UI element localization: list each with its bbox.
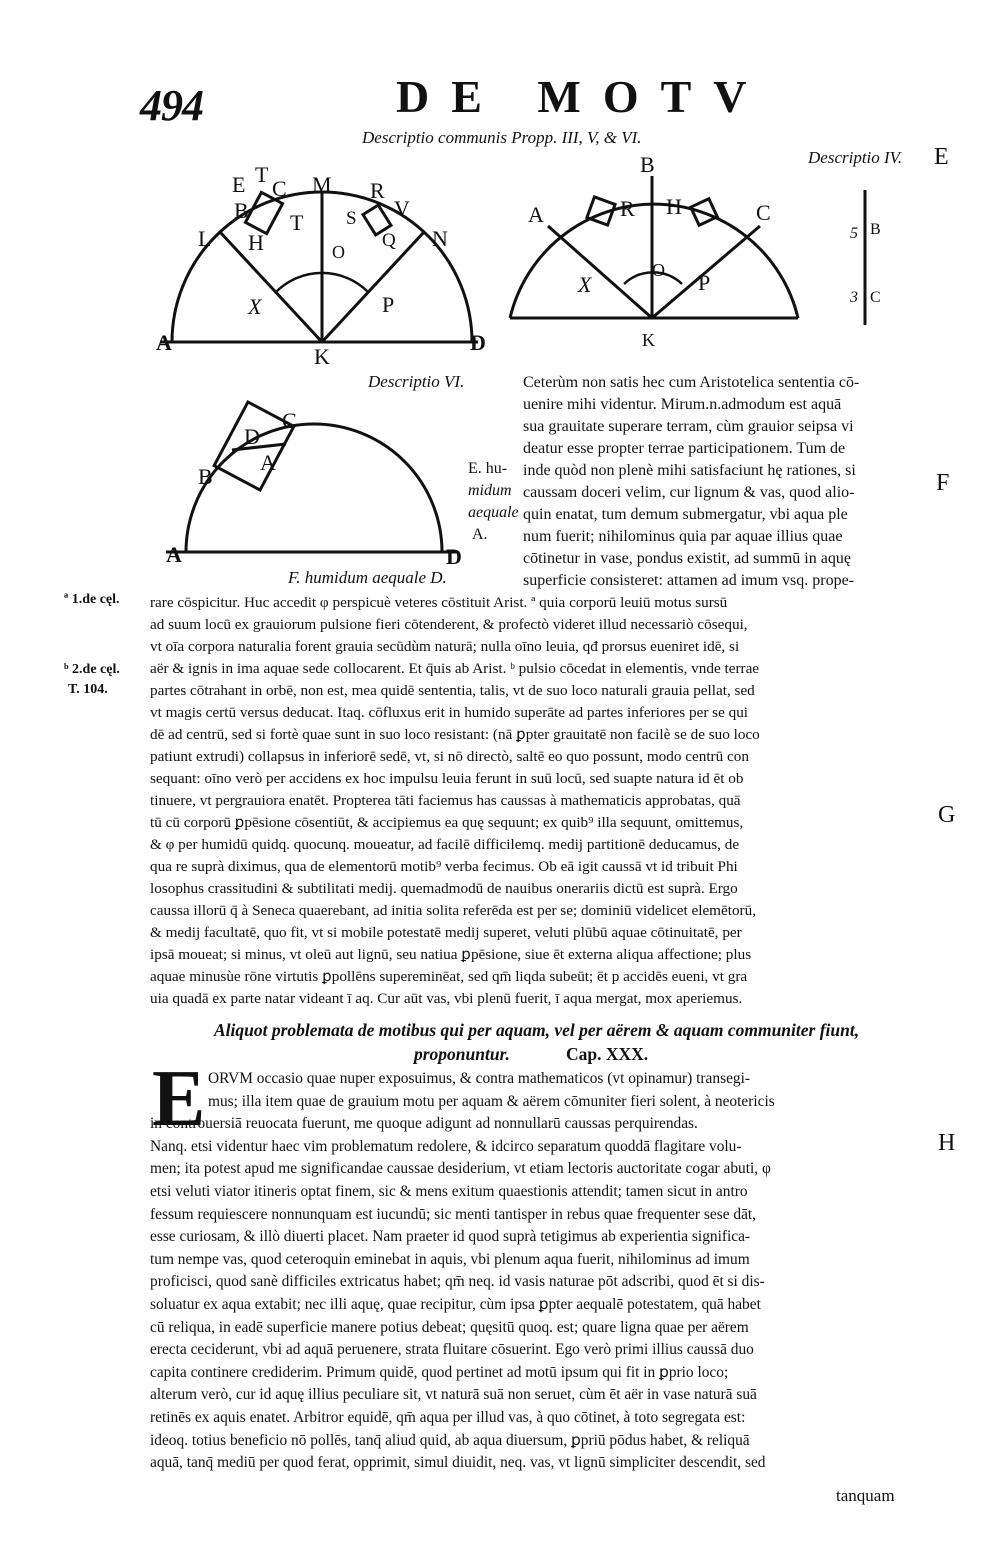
text-line: alterum verò, cur id aquę illius peculiare sit, vt naturā suā non seruet, cùm ēt aër in vase naturā suā: [150, 1386, 757, 1404]
label-V: V: [394, 196, 410, 221]
label-D-box: D: [244, 424, 260, 449]
figure-caption-right: Descriptio IV.: [808, 148, 903, 167]
text-line: partes cōtrahant in orbē, non est, mea quidē sententia, talis, vt de suo loco naturali grauia pellat, sed: [150, 682, 755, 699]
label-L: L: [198, 226, 212, 251]
marginal-note-b: ᵇ 2.de cęl.: [64, 662, 120, 677]
text-line: sequant: oīno verò per accidens ex hoc impulsu leuia ferunt in suū locū, sed suapte natura id ēt ob: [150, 770, 744, 787]
label-B: B: [870, 221, 881, 238]
text-line: patiunt extrudi) collapsus in inferiorē sedē, vt, si nō directò, saltē eo quo possunt, modo centrū con: [150, 748, 749, 765]
page-number: 494: [140, 81, 203, 130]
text-line: rare cōspicitur. Huc accedit φ perspicuè veteres cōstituit Arist. ª quia corporū leuiū motus sursū: [150, 594, 728, 611]
text-line: mus; illa item quae de grauium motu per aquam & aërem cōmuniter fieri solent, à neotericis: [208, 1092, 775, 1110]
label-A: A: [156, 330, 172, 355]
text-line: aquā, tanq̄ mediū per quod ferat, opprimit, simul diuidit, neq. vas, vt lignū simpliciter descendit, sed: [150, 1454, 766, 1472]
text-line: ORVM occasio quae nuper exposuimus, & contra mathematicos (vt opinamur) transegi-: [208, 1070, 751, 1087]
text-line: men; ita potest apud me significandae caussae desiderium, vt etiam lectoris auctoritate cogar abuti, φ: [150, 1160, 771, 1178]
margin-letter-F: F: [936, 470, 950, 496]
marginal-note-a: ª 1.de cęl.: [64, 592, 120, 607]
text-line: superficie consisteret: attamen ad imum vsq. prope-: [523, 572, 855, 589]
figure-caption-main: Descriptio communis Propp. III, V, & VI.: [362, 128, 642, 147]
side-label-1: E. hu-: [468, 460, 508, 477]
text-line: cū reliqua, in eadē superficie manere potius debeat; quęsitū quoq. est; quare ligna quae per aërem: [150, 1318, 749, 1336]
text-line: fessum requiescere nonnunquam est iucundū; sic menti tantisper in rebus quae frequenter sese dāt,: [150, 1205, 757, 1223]
text-line: soluatur ex aqua extabit; nec illi aquę, quae recipitur, cùm ipsa ꝑpter aequalē potestatem, quā habet: [150, 1295, 761, 1313]
label-M: M: [312, 172, 332, 197]
label-D: D: [446, 544, 462, 569]
label-H: H: [248, 230, 264, 255]
label-A: A: [528, 202, 544, 227]
label-A-box: A: [260, 450, 276, 475]
label-X: X: [578, 272, 592, 297]
text-line: caussam doceri velim, cur lignum & vas, quod alio-: [523, 484, 855, 501]
label-C: C: [282, 408, 297, 433]
radius-left: [548, 226, 652, 318]
figure-vertical-line: [840, 185, 890, 330]
text-line: qua re suprà diximus, qua de elementorū motib⁹ verba fecimus. Ob eā igit caussā vt id tribuit Phi: [150, 858, 738, 875]
label-T: T: [290, 210, 304, 235]
text-line: Ceterùm non satis hec cum Aristotelica sententia cō-: [523, 374, 860, 391]
label-T-top: T: [255, 162, 269, 187]
text-line: sua grauitate superare terram, cùm grauior seipsa vi: [523, 418, 854, 435]
margin-letter-E: E: [934, 144, 949, 170]
side-label-3: aequale: [468, 504, 519, 521]
text-line: & medij facultatē, quo fit, vt si mobile potestatē medij superet, veluti plūbū aquae cōtinuitatē, per: [150, 924, 742, 941]
marginal-note-b-ref: T. 104.: [68, 682, 108, 697]
label-3: 3: [850, 289, 858, 306]
text-line: tum nempe vas, quod ceteroquin eminebat in aquis, vbi plenum aqua fuerit, nihilominus ad imum: [150, 1250, 750, 1268]
text-line: aër & ignis in ima aquae sede collocarent. Et q̄uis ab Arist. ᵇ pulsio cōcedat in elementis, vnde terrae: [150, 660, 760, 677]
text-line: esse curiosam, & illò diuerti placet. Nam praeter id quod suprà tetigimus ab experientia significa-: [150, 1228, 751, 1246]
text-line: dē ad centrū, sed si fortè quae sunt in suo loco resistant: (nā ꝑpter grauitatē non facilè se de suo loco: [150, 726, 760, 743]
text-line: deatur esse propter terrae participationem. Tum de: [523, 440, 846, 457]
text-line: cōtinetur in vase, pondus existit, ad summū in aquę: [523, 550, 851, 567]
text-line: caussa illorū q̄ à Seneca quaerebant, ad initia solita referēda est per se; dominiū videlicet elemētorū,: [150, 902, 756, 919]
figure-semicircle-2: [505, 150, 815, 355]
label-5: 5: [850, 225, 858, 242]
text-line: etsi veluti viator itineris optat finem, sic & mens exitum quaestionis attendit; tamen sicut in antro: [150, 1182, 748, 1200]
drop-cap: E: [152, 1055, 206, 1143]
text-line: ipsā moueat; si minus, vt oleū aut lignū, seu natiua ꝑpēsione, siue ēt externa aliqua affectione; plus: [150, 946, 752, 963]
radius-left: [220, 232, 322, 342]
chapter-paragraph: [150, 1055, 930, 1475]
text-line: losophus crassitudini & subtilitati medij. quemadmodū de nauibus onerariis dictū est suprà. Ergo: [150, 880, 738, 897]
label-R: R: [370, 178, 385, 203]
label-B: B: [234, 198, 249, 223]
main-paragraph: [150, 592, 930, 1010]
label-A: A: [166, 542, 182, 567]
label-E: E: [232, 172, 246, 197]
label-K: K: [642, 330, 655, 350]
running-title: DE MOTV: [396, 71, 769, 122]
figure4-bottom-caption: F. humidum aequale D.: [288, 568, 447, 587]
label-P: P: [382, 292, 395, 317]
figure-semicircle-4: [160, 392, 470, 570]
text-line: Nanq. etsi videntur haec vim problematum redolere, & idcirco separatum quoddā flagitare volu-: [150, 1137, 742, 1155]
text-line: uenire mihi videntur. Mirum.n.admodum est aquā: [523, 396, 842, 413]
text-line: capita continere crediderim. Primum quidē, quod pertinet ad motū ipsum qui fit in ꝑprio loco;: [150, 1363, 729, 1381]
margin-letter-G: G: [938, 802, 956, 828]
text-line: proficisci, quod sanè difficiles extricatus habet; qm̄ neq. id vasis naturae pōt adscribi, quod ēt si dis-: [150, 1273, 765, 1291]
margin-letter-H: H: [938, 1130, 956, 1156]
label-X: X: [248, 294, 262, 319]
label-R: R: [620, 196, 635, 221]
label-D: D: [470, 330, 486, 355]
label-C: C: [870, 289, 881, 306]
side-label-4: A.: [472, 526, 488, 543]
text-line: & φ per humidū quidq. quocunq. moueatur, ad facilē difficilemq. medij partitionē deducamus, de: [150, 836, 740, 853]
text-line: in controuersiā reuocata fuerunt, me quoque adigunt ad nonnullarū caussas perquirendas.: [150, 1115, 698, 1133]
chapter-title-line2: proponuntur.: [414, 1044, 510, 1064]
label-N: N: [432, 226, 448, 251]
label-B: B: [198, 464, 213, 489]
text-line: vt magis certū versus deducat. Itaq. cōfluxus erit in humido superāte ad partes inferiores per se qui: [150, 704, 749, 721]
text-line: vt oīa corpora naturalia forent grauia secūdùm naturā; nulla oīno leuia, qđ prorsus eueniret idē, si: [150, 638, 740, 655]
chapter-number: Cap. XXX.: [566, 1044, 649, 1064]
text-line: tū cū corporū ꝑpēsione cōsentiūt, & accipiemus ea quę sequunt; ex quib⁹ illa sequunt, omittemus,: [150, 814, 744, 831]
text-line: tinuere, vt pergrauiora enatēt. Propterea tāti faciemus has caussas à mathematicis approbatas, quā: [150, 792, 741, 809]
chapter-title-line1: Aliquot problemata de motibus qui per aquam, vel per aërem & aquam communiter fiunt,: [214, 1020, 860, 1040]
text-line: ad suum locū ex grauiorum pulsione fieri cōtenderent, & profectò videret illud necessariò cōsequi,: [150, 616, 748, 633]
label-C: C: [756, 200, 771, 225]
side-label-2: midum: [468, 482, 512, 499]
label-C: C: [272, 176, 287, 201]
figure-semicircle-1: [150, 160, 500, 375]
label-O: O: [332, 242, 345, 262]
label-S: S: [346, 208, 357, 229]
right-paragraph: [523, 372, 933, 592]
text-line: aquae minusùe rōne virtutis ꝑpollēns supereminēat, sed qm̄ liqda subeūt; ēt p accidēs eueni, vt gra: [150, 968, 748, 985]
label-O: O: [652, 260, 665, 280]
label-H: H: [666, 194, 682, 219]
figure-caption-vi: Descriptio VI.: [368, 372, 465, 391]
label-B: B: [640, 152, 655, 177]
text-line: num fuerit; nihilominus quia par aquae illius quae: [523, 528, 843, 545]
label-Q: Q: [382, 230, 396, 251]
text-line: ideoq. totius beneficio nō pollēs, tanq̄ aliud quid, ab aqua diuersum, ꝑpriū pōdus habet, & reliquā: [150, 1431, 750, 1449]
text-line: erecta ceciderunt, vbi ad aquā peruenere, strata fluitare cōsuerint. Ego verò primi illius caussā duo: [150, 1341, 754, 1359]
text-line: inde quòd non plenè mihi satisfaciunt hę rationes, si: [523, 462, 856, 479]
text-line: retinēs ex aquis enatet. Arbitror equidē, qm̄ aqua per illud vas, à quo cōtinet, à toto segregata est:: [150, 1408, 746, 1426]
text-line: quin enatat, tum demum submergatur, vbi aqua ple: [523, 506, 848, 523]
text-line: uia quadā ex parte natar videant ī aq. Cur aūt vas, vbi plenū fuerit, ī aqua mergat, mox aperiemus.: [150, 990, 743, 1007]
label-K: K: [314, 344, 330, 369]
label-P: P: [698, 270, 711, 295]
catchword: tanquam: [836, 1486, 895, 1505]
